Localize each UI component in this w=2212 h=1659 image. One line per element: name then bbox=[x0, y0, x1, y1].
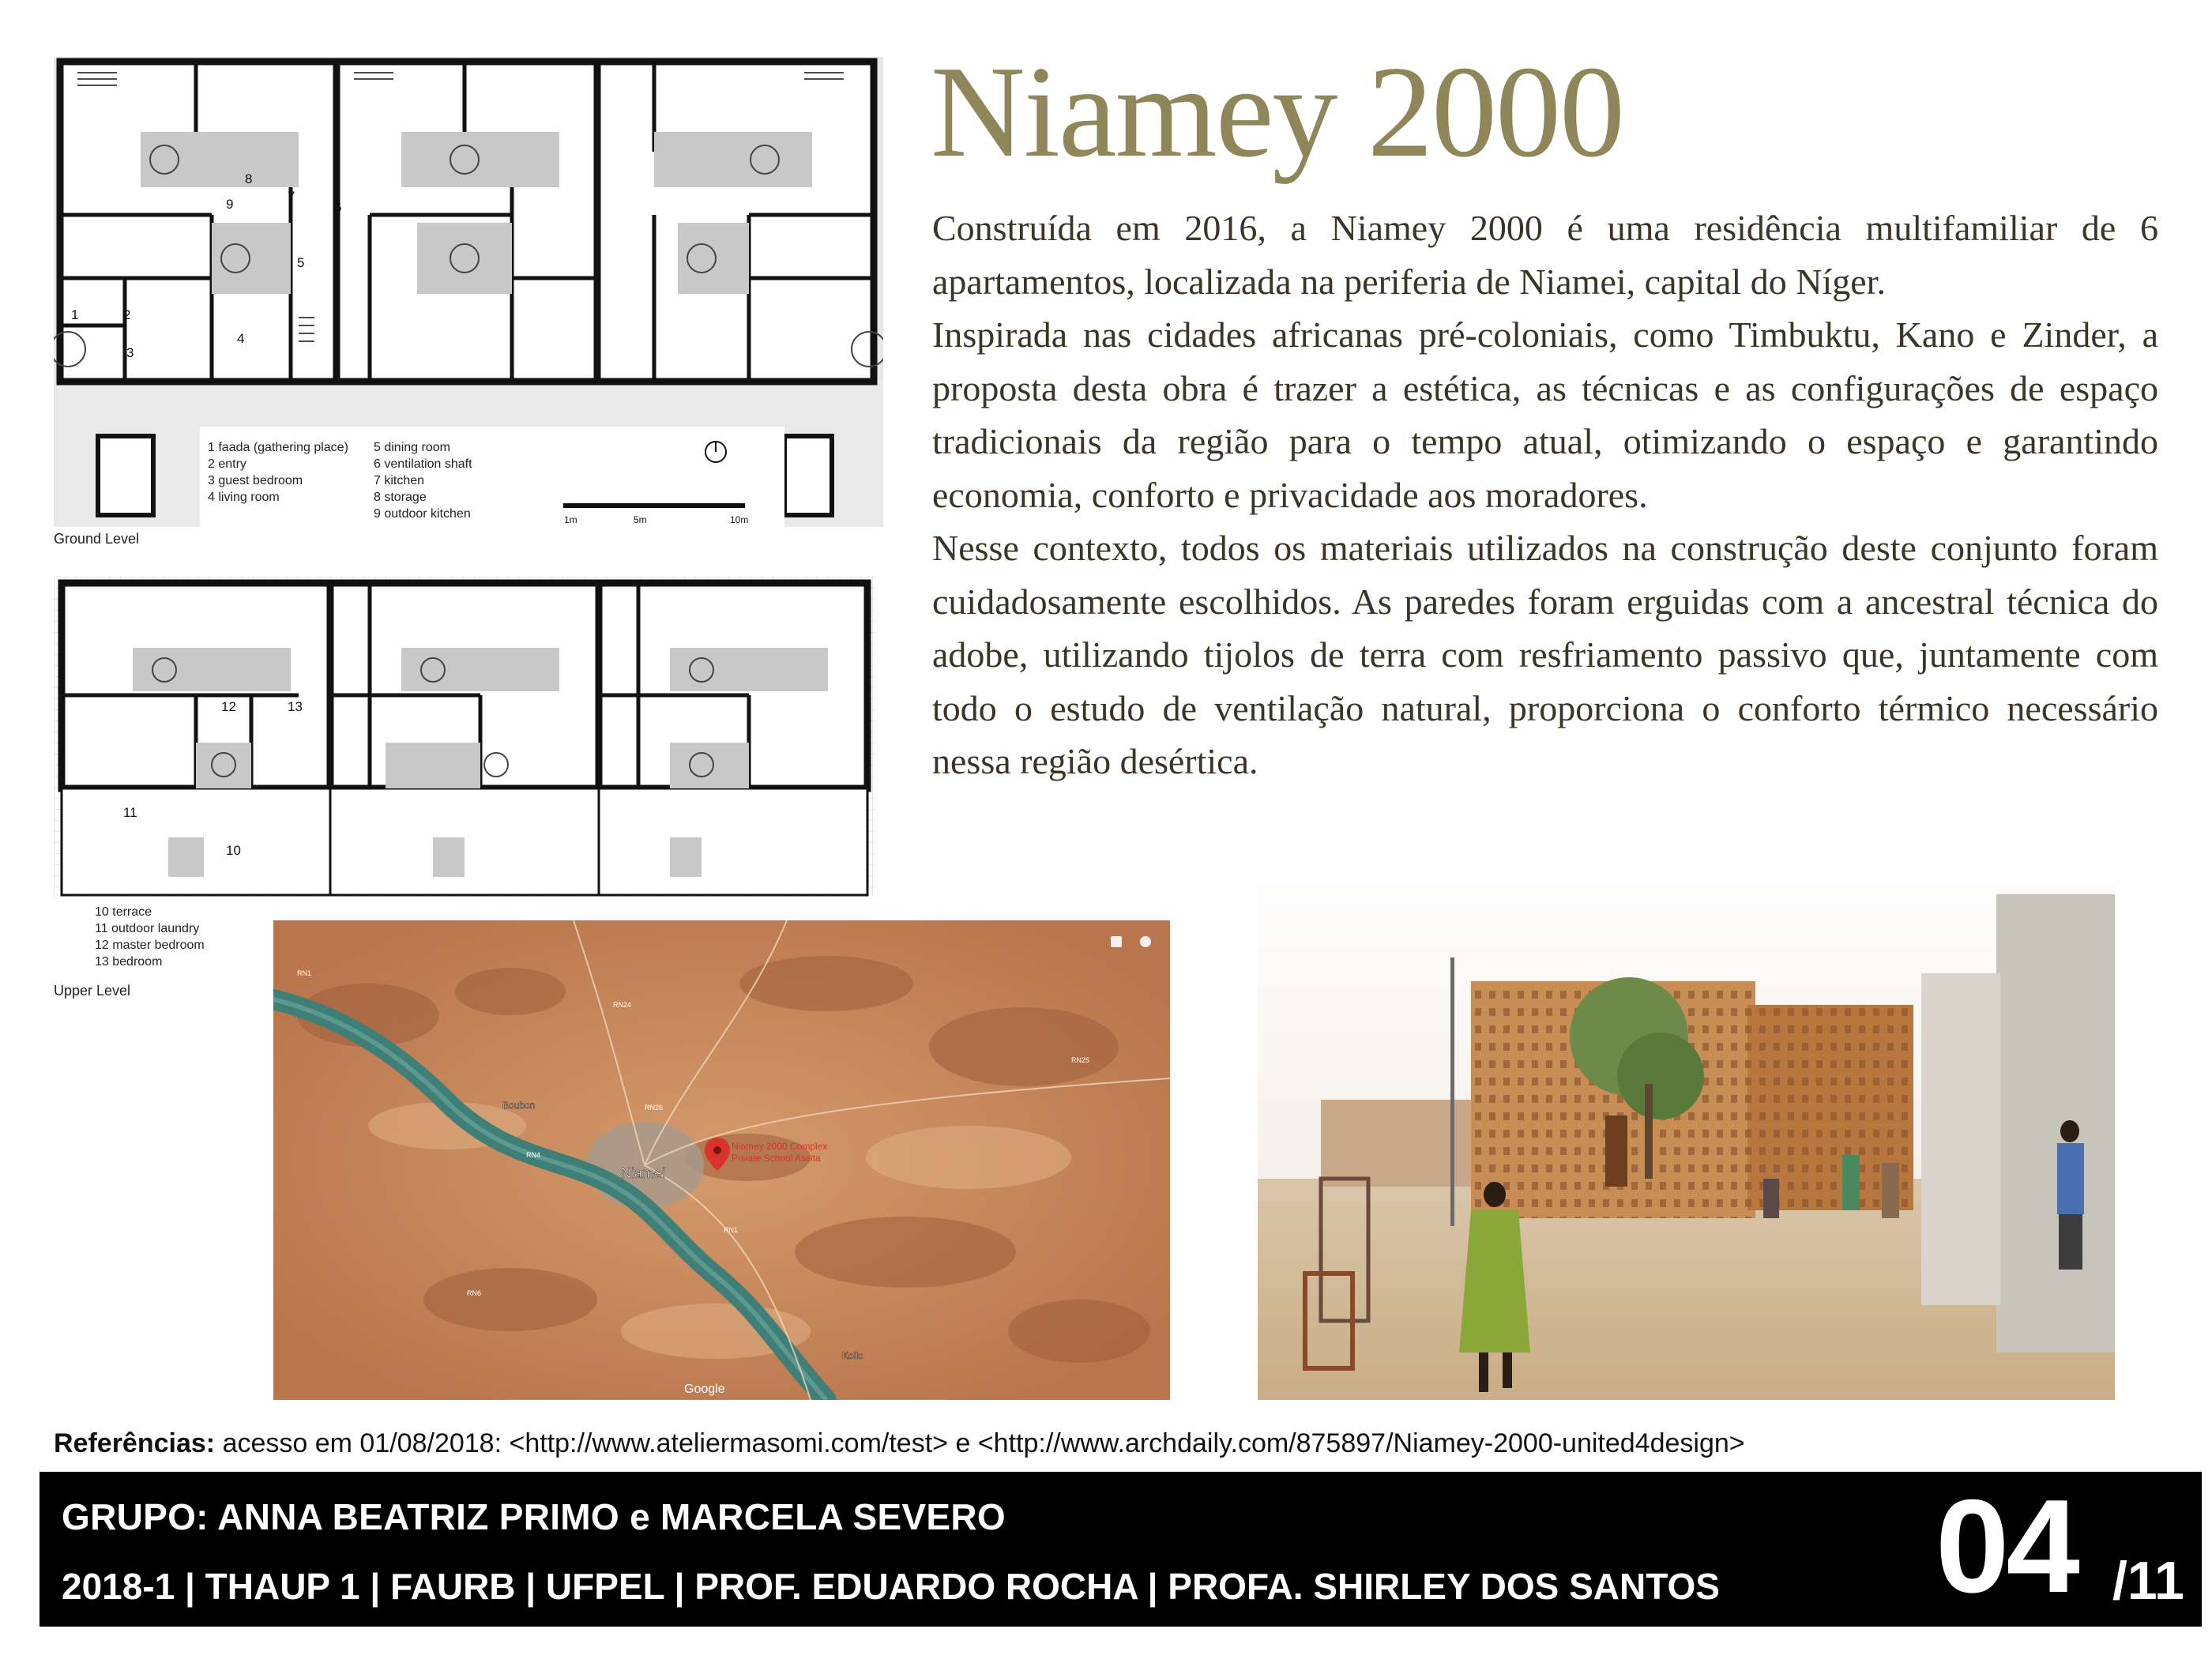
ground-legend-col1 bbox=[208, 439, 348, 506]
room-number: 9 bbox=[226, 197, 234, 212]
road-label: RN6 bbox=[467, 1289, 482, 1297]
paragraph: Construída em 2016, a Niamey 2000 é uma residência multifamiliar de 6 apartamentos, localizada na periferia de Niamei, capital do Níger. bbox=[932, 208, 2158, 302]
room-number: 11 bbox=[123, 805, 137, 820]
scale-label: 5m bbox=[634, 514, 647, 525]
room-number: 4 bbox=[237, 331, 245, 346]
building-rendering bbox=[1258, 847, 2115, 1400]
paragraph: Inspirada nas cidades africanas pré-coloniais, como Timbuktu, Kano e Zinder, a proposta desta obra é trazer a estética, as técnicas e as configurações de espaço tradicionais da região para o tempo atual, otimizando o espaço e garantindo economia, conforto e privacidade aos moradores. bbox=[932, 314, 2158, 515]
page-title: Niamey 2000 bbox=[931, 39, 1623, 184]
pin-label: Niamey 2000 Complex bbox=[732, 1141, 828, 1152]
road-label: RN26 bbox=[645, 1104, 664, 1112]
road-label: RN1 bbox=[724, 1226, 739, 1234]
ground-legend-col2 bbox=[374, 439, 472, 522]
room-number: 8 bbox=[245, 171, 253, 186]
references-label: Referências: bbox=[54, 1428, 216, 1458]
upper-legend bbox=[95, 904, 205, 970]
legend-item: 10 terrace bbox=[95, 905, 152, 919]
road-label: RN1 bbox=[297, 969, 312, 977]
place-label: Kollo bbox=[842, 1350, 863, 1361]
legend-item: 1 faada (gathering place) bbox=[208, 441, 348, 454]
legend-item: 6 ventilation shaft bbox=[374, 457, 472, 471]
references-text: acesso em 01/08/2018: <http://www.ateliermasomi.com/test> e <http://www.archdaily.com/875897/Niamey-2000-united4design> bbox=[222, 1428, 1745, 1458]
room-number: 1 bbox=[71, 307, 79, 322]
room-number: 7 bbox=[288, 189, 295, 204]
room-number: 13 bbox=[288, 699, 303, 714]
scale-label: 1m bbox=[564, 514, 577, 525]
legend-item: 4 living room bbox=[208, 491, 280, 504]
description-text bbox=[932, 201, 2158, 788]
page-number: 04 bbox=[1936, 1472, 2077, 1620]
room-number: 3 bbox=[126, 345, 134, 360]
road-label: RN24 bbox=[613, 1001, 632, 1009]
footer-bar bbox=[40, 1472, 2202, 1627]
room-number: 10 bbox=[226, 843, 241, 858]
course-info: 2018-1 | THAUP 1 | FAURB | UFPEL | PROF. EDUARDO ROCHA | PROFA. SHIRLEY DOS SANTOS bbox=[62, 1566, 1720, 1607]
road-label: RN4 bbox=[526, 1151, 541, 1159]
room-number: 6 bbox=[334, 200, 342, 215]
place-label: Boubon bbox=[502, 1100, 536, 1111]
legend-item: 2 entry bbox=[208, 457, 246, 471]
legend-item: 13 bedroom bbox=[95, 955, 163, 969]
legend-item: 3 guest bedroom bbox=[208, 474, 303, 487]
road-label: RN25 bbox=[1071, 1056, 1090, 1064]
room-number: 2 bbox=[123, 307, 131, 322]
ground-level-caption: Ground Level bbox=[54, 531, 140, 547]
ground-level-plan bbox=[54, 57, 883, 527]
satellite-map bbox=[273, 920, 1170, 1400]
pin-label: Private School Assita bbox=[732, 1153, 821, 1164]
legend-item: 9 outdoor kitchen bbox=[374, 507, 471, 521]
references bbox=[54, 1428, 1745, 1459]
map-attribution: Google bbox=[684, 1382, 725, 1396]
paragraph: Nesse contexto, todos os materiais utilizados na construção deste conjunto foram cuidadosamente escolhidos. As paredes foram erguidas com a ancestral técnica do adobe, utilizando tijolos de terra com resfriamento passivo que, juntamente com todo o estudo de ventilação natural, proporciona o conforto térmico necessário nessa região desértica. bbox=[932, 528, 2158, 781]
room-number: 12 bbox=[221, 699, 236, 714]
group-members: GRUPO: ANNA BEATRIZ PRIMO e MARCELA SEVERO bbox=[62, 1496, 1006, 1537]
page-total: /11 bbox=[2112, 1551, 2184, 1611]
upper-level-caption: Upper Level bbox=[54, 983, 131, 999]
upper-level-plan bbox=[54, 577, 875, 897]
legend-item: 7 kitchen bbox=[374, 474, 425, 487]
legend-item: 5 dining room bbox=[374, 441, 450, 454]
legend-item: 8 storage bbox=[374, 491, 427, 504]
room-number: 5 bbox=[297, 255, 305, 270]
scale-label: 10m bbox=[730, 514, 749, 525]
city-label: Niamei bbox=[621, 1165, 666, 1181]
legend-item: 12 master bedroom bbox=[95, 939, 205, 952]
legend-item: 11 outdoor laundry bbox=[95, 922, 200, 935]
